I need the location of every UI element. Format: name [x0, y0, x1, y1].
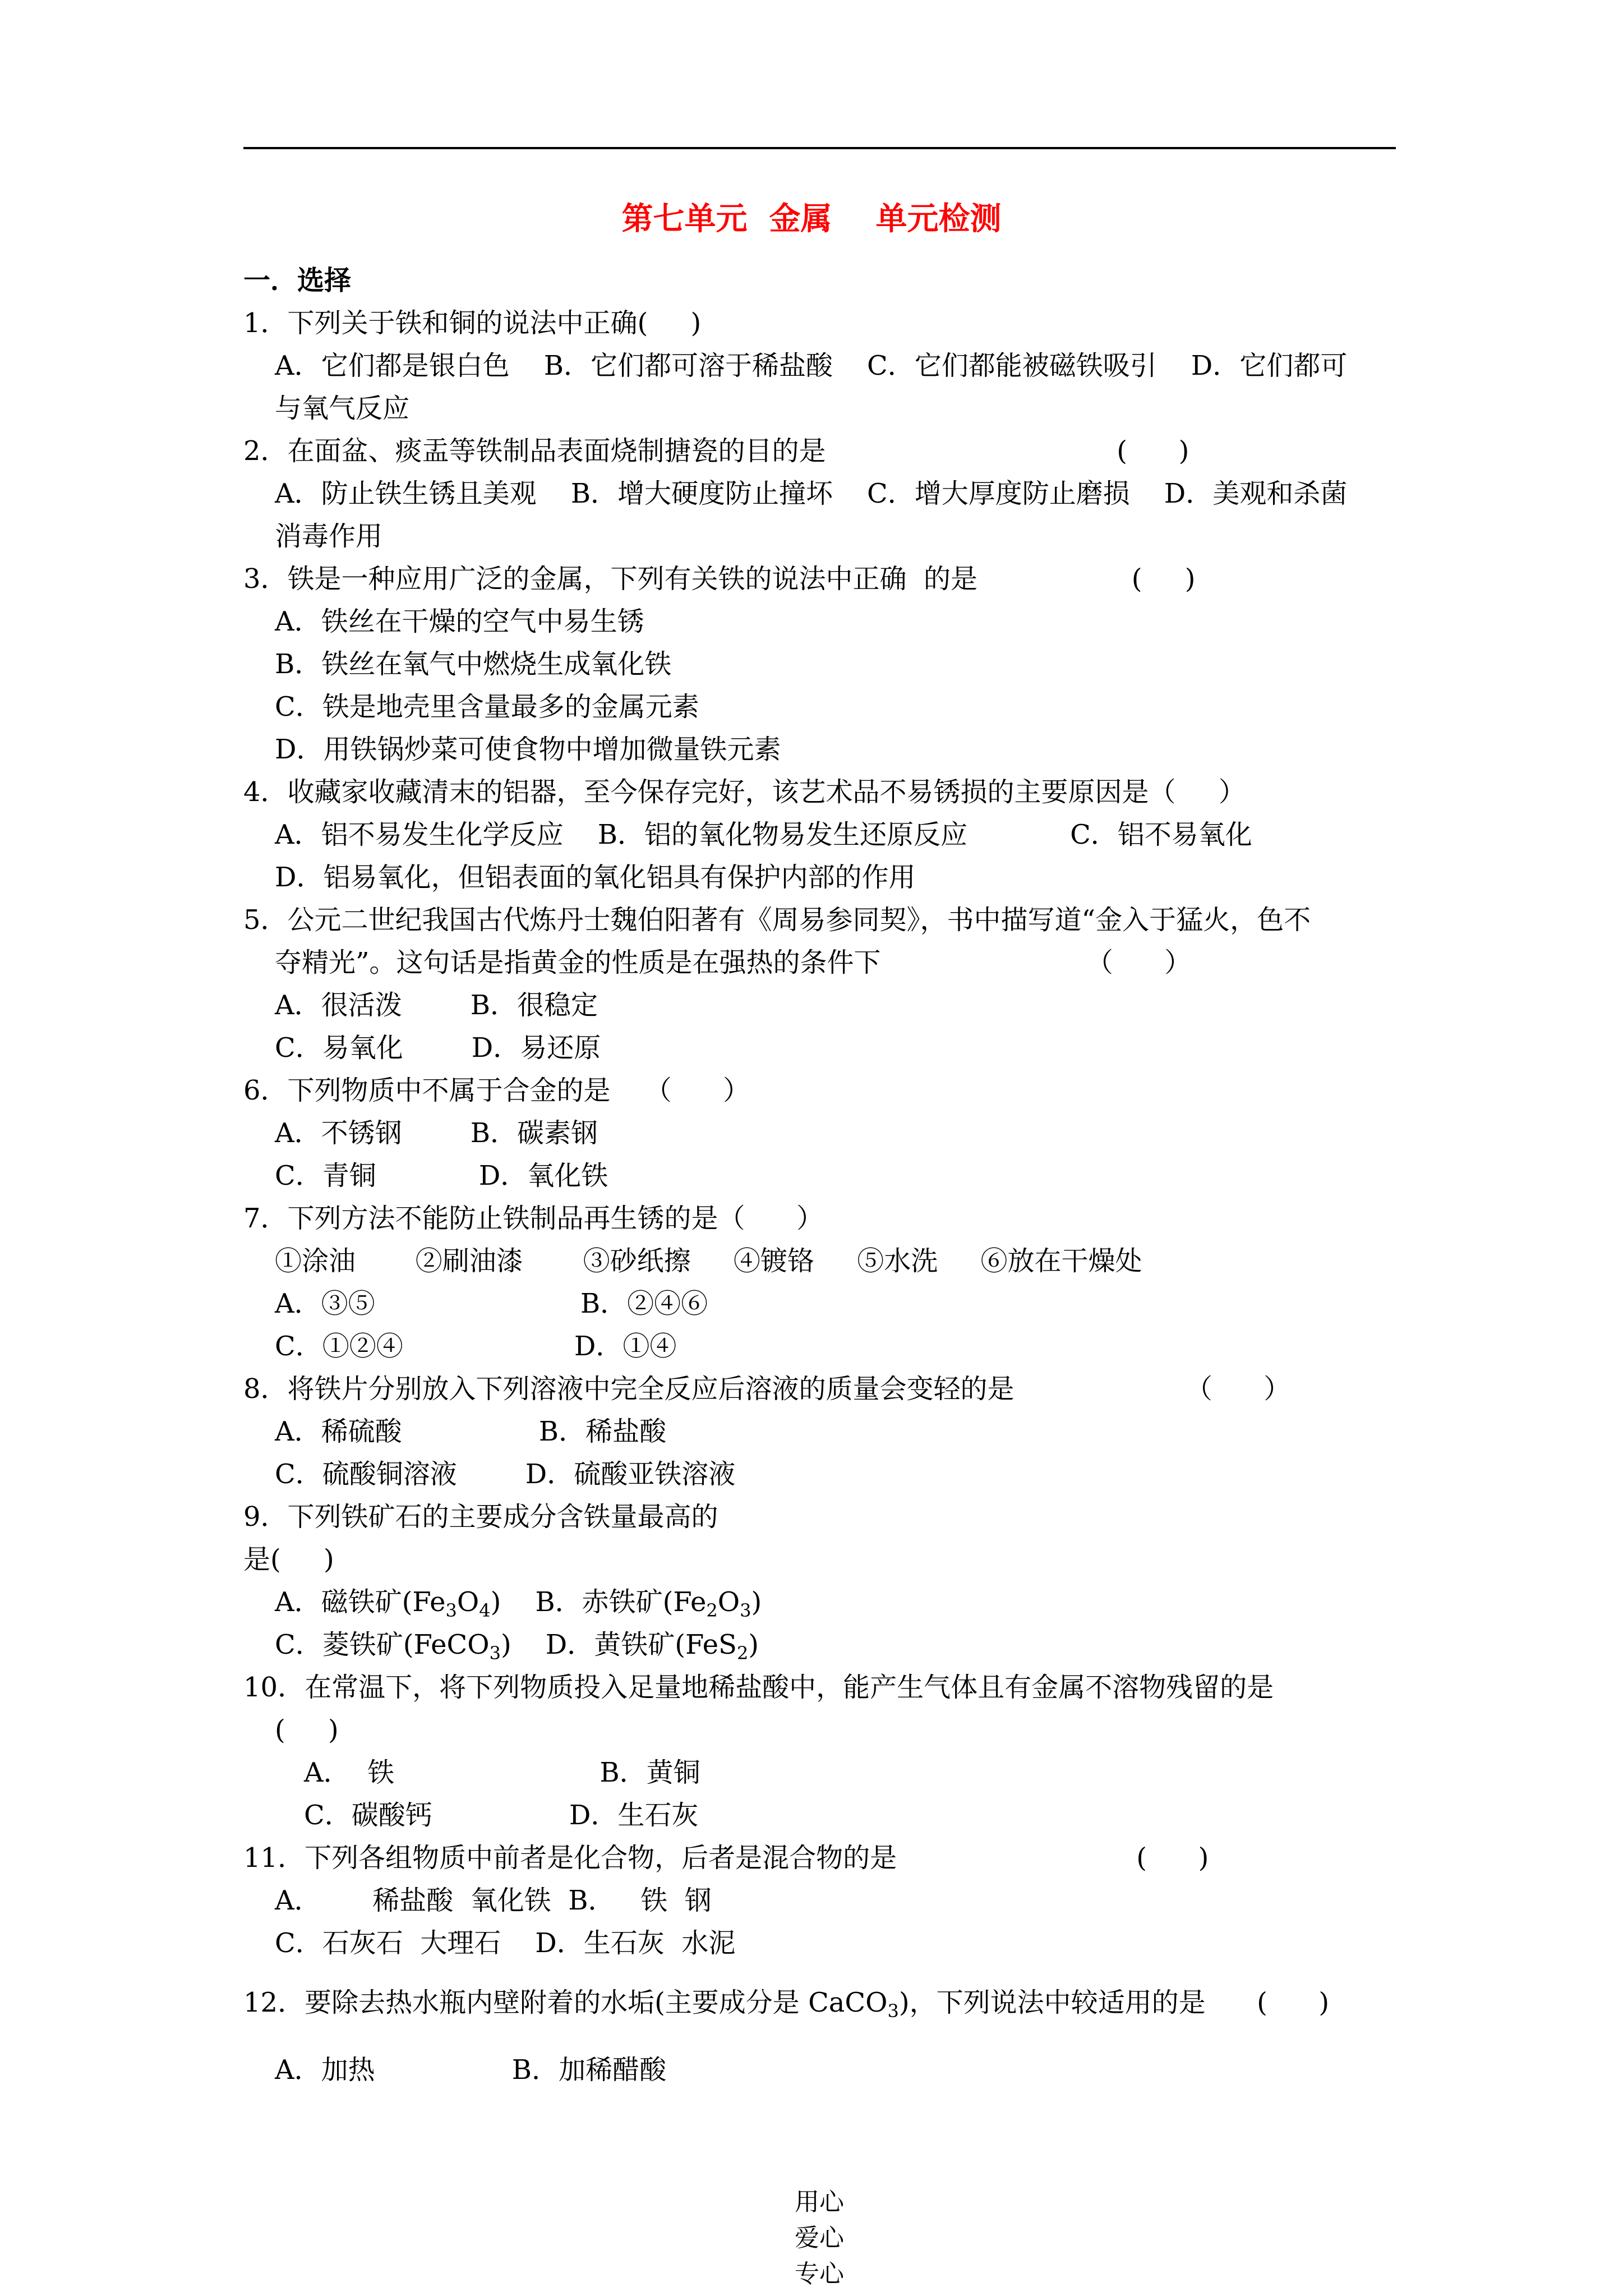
q5-options-ab: A．很活泼 B．很稳定 — [275, 990, 598, 1021]
q3-stem: 3．铁是一种应用广泛的金属，下列有关铁的说法中正确 的是 ( ) — [243, 563, 1196, 595]
footer-word-3: 专心 — [794, 2260, 844, 2288]
q7-stem: 7．下列方法不能防止铁制品再生锈的是（ ） — [243, 1203, 824, 1234]
page-title: 第七单元 金属 单元检测 — [621, 200, 1002, 237]
q10-stem-cont: ( ) — [275, 1714, 339, 1746]
q6-options-ab: A．不锈钢 B．碳素钢 — [275, 1117, 598, 1149]
q5-stem: 5．公元二世纪我国古代炼丹士魏伯阳著有《周易参同契》，书中描写道“金入于猛火，色不 — [243, 904, 1311, 936]
q12-options-ab: A．加热 B．加稀醋酸 — [275, 2054, 667, 2086]
q7-method-list: ①涂油 ②刷油漆 ③砂纸擦 ④镀铬 ⑤水洗 ⑥放在干燥处 — [275, 1245, 1142, 1277]
q3-option-b: B．铁丝在氧气中燃烧生成氧化铁 — [275, 648, 672, 680]
q11-stem: 11．下列各组物质中前者是化合物，后者是混合物的是 ( ) — [243, 1842, 1209, 1874]
q4-stem: 4．收藏家收藏清末的铝器，至今保存完好，该艺术品不易锈损的主要原因是（ ） — [243, 776, 1246, 808]
q10-options-cd: C．碳酸钙 D．生石灰 — [304, 1800, 699, 1831]
q9-stem-cont: 是( ) — [243, 1544, 334, 1575]
q6-options-cd: C．青铜 D．氧化铁 — [275, 1160, 608, 1191]
q5-options-cd: C．易氧化 D．易还原 — [275, 1032, 601, 1064]
q8-options-cd: C．硫酸铜溶液 D．硫酸亚铁溶液 — [275, 1458, 736, 1490]
q2-stem: 2．在面盆、痰盂等铁制品表面烧制搪瓷的目的是 ( ) — [243, 435, 1189, 467]
section-heading: 一．选择 — [243, 265, 352, 296]
q1-stem: 1．下列关于铁和铜的说法中正确( ) — [243, 307, 702, 339]
q10-options-ab: A． 铁 B．黄铜 — [304, 1757, 700, 1788]
q11-options-ab: A． 稀盐酸 氧化铁 B． 铁 钢 — [275, 1885, 712, 1916]
header-rule — [243, 147, 1396, 149]
q6-stem: 6．下列物质中不属于合金的是 （ ） — [243, 1075, 750, 1106]
q5-stem-cont: 夺精光”。这句话是指黄金的性质是在强热的条件下 （ ） — [275, 947, 1192, 978]
footer-word-1: 用心 — [794, 2188, 844, 2216]
q4-option-d: D．铝易氧化，但铝表面的氧化铝具有保护内部的作用 — [275, 862, 916, 893]
q1-options-cont: 与氧气反应 — [275, 393, 410, 424]
q4-options: A．铝不易发生化学反应 B．铝的氧化物易发生还原反应 C．铝不易氧化 — [275, 819, 1252, 850]
footer-word-2: 爱心 — [794, 2224, 844, 2252]
q2-options: A．防止铁生锈且美观 B．增大硬度防止撞坏 C．增大厚度防止磨损 D．美观和杀菌 — [275, 478, 1348, 509]
q9-options-ab: A．磁铁矿$(Fe_3O_4)$ B．赤铁矿$(Fe_2O_3)$ — [275, 1586, 762, 1621]
q12-stem: 12．要除去热水瓶内壁附着的水垢(主要成分是 CaCO$_3$)，下列说法中较适用的是 ( ) — [243, 1987, 1330, 2022]
q8-stem: 8．将铁片分别放入下列溶液中完全反应后溶液的质量会变轻的是 （ ） — [243, 1373, 1291, 1405]
page-footer — [0, 2153, 1623, 2289]
q11-options-cd: C．石灰石 大理石 D．生石灰 水泥 — [275, 1927, 736, 1959]
q8-options-ab: A．稀硫酸 B．稀盐酸 — [275, 1416, 667, 1447]
q2-options-cont: 消毒作用 — [275, 521, 383, 552]
q1-options: A．它们都是银白色 B．它们都可溶于稀盐酸 C．它们都能被磁铁吸引 D．它们都可 — [275, 350, 1348, 381]
q7-options-ab: A．③⑤ B．②④⑥ — [275, 1288, 708, 1319]
q3-option-c: C．铁是地壳里含量最多的金属元素 — [275, 691, 699, 723]
q9-stem: 9．下列铁矿石的主要成分含铁量最高的 — [243, 1501, 718, 1533]
q9-options-cd: C．菱铁矿(FeCO$_3$) D．黄铁矿(FeS$_2$) — [275, 1629, 759, 1664]
q3-option-d: D．用铁锅炒菜可使食物中增加微量铁元素 — [275, 734, 781, 765]
q10-stem: 10．在常温下，将下列物质投入足量地稀盐酸中，能产生气体且有金属不溶物残留的是 — [243, 1672, 1274, 1703]
q3-option-a: A．铁丝在干燥的空气中易生锈 — [275, 606, 644, 637]
q7-options-cd: C．①②④ D．①④ — [275, 1331, 677, 1362]
